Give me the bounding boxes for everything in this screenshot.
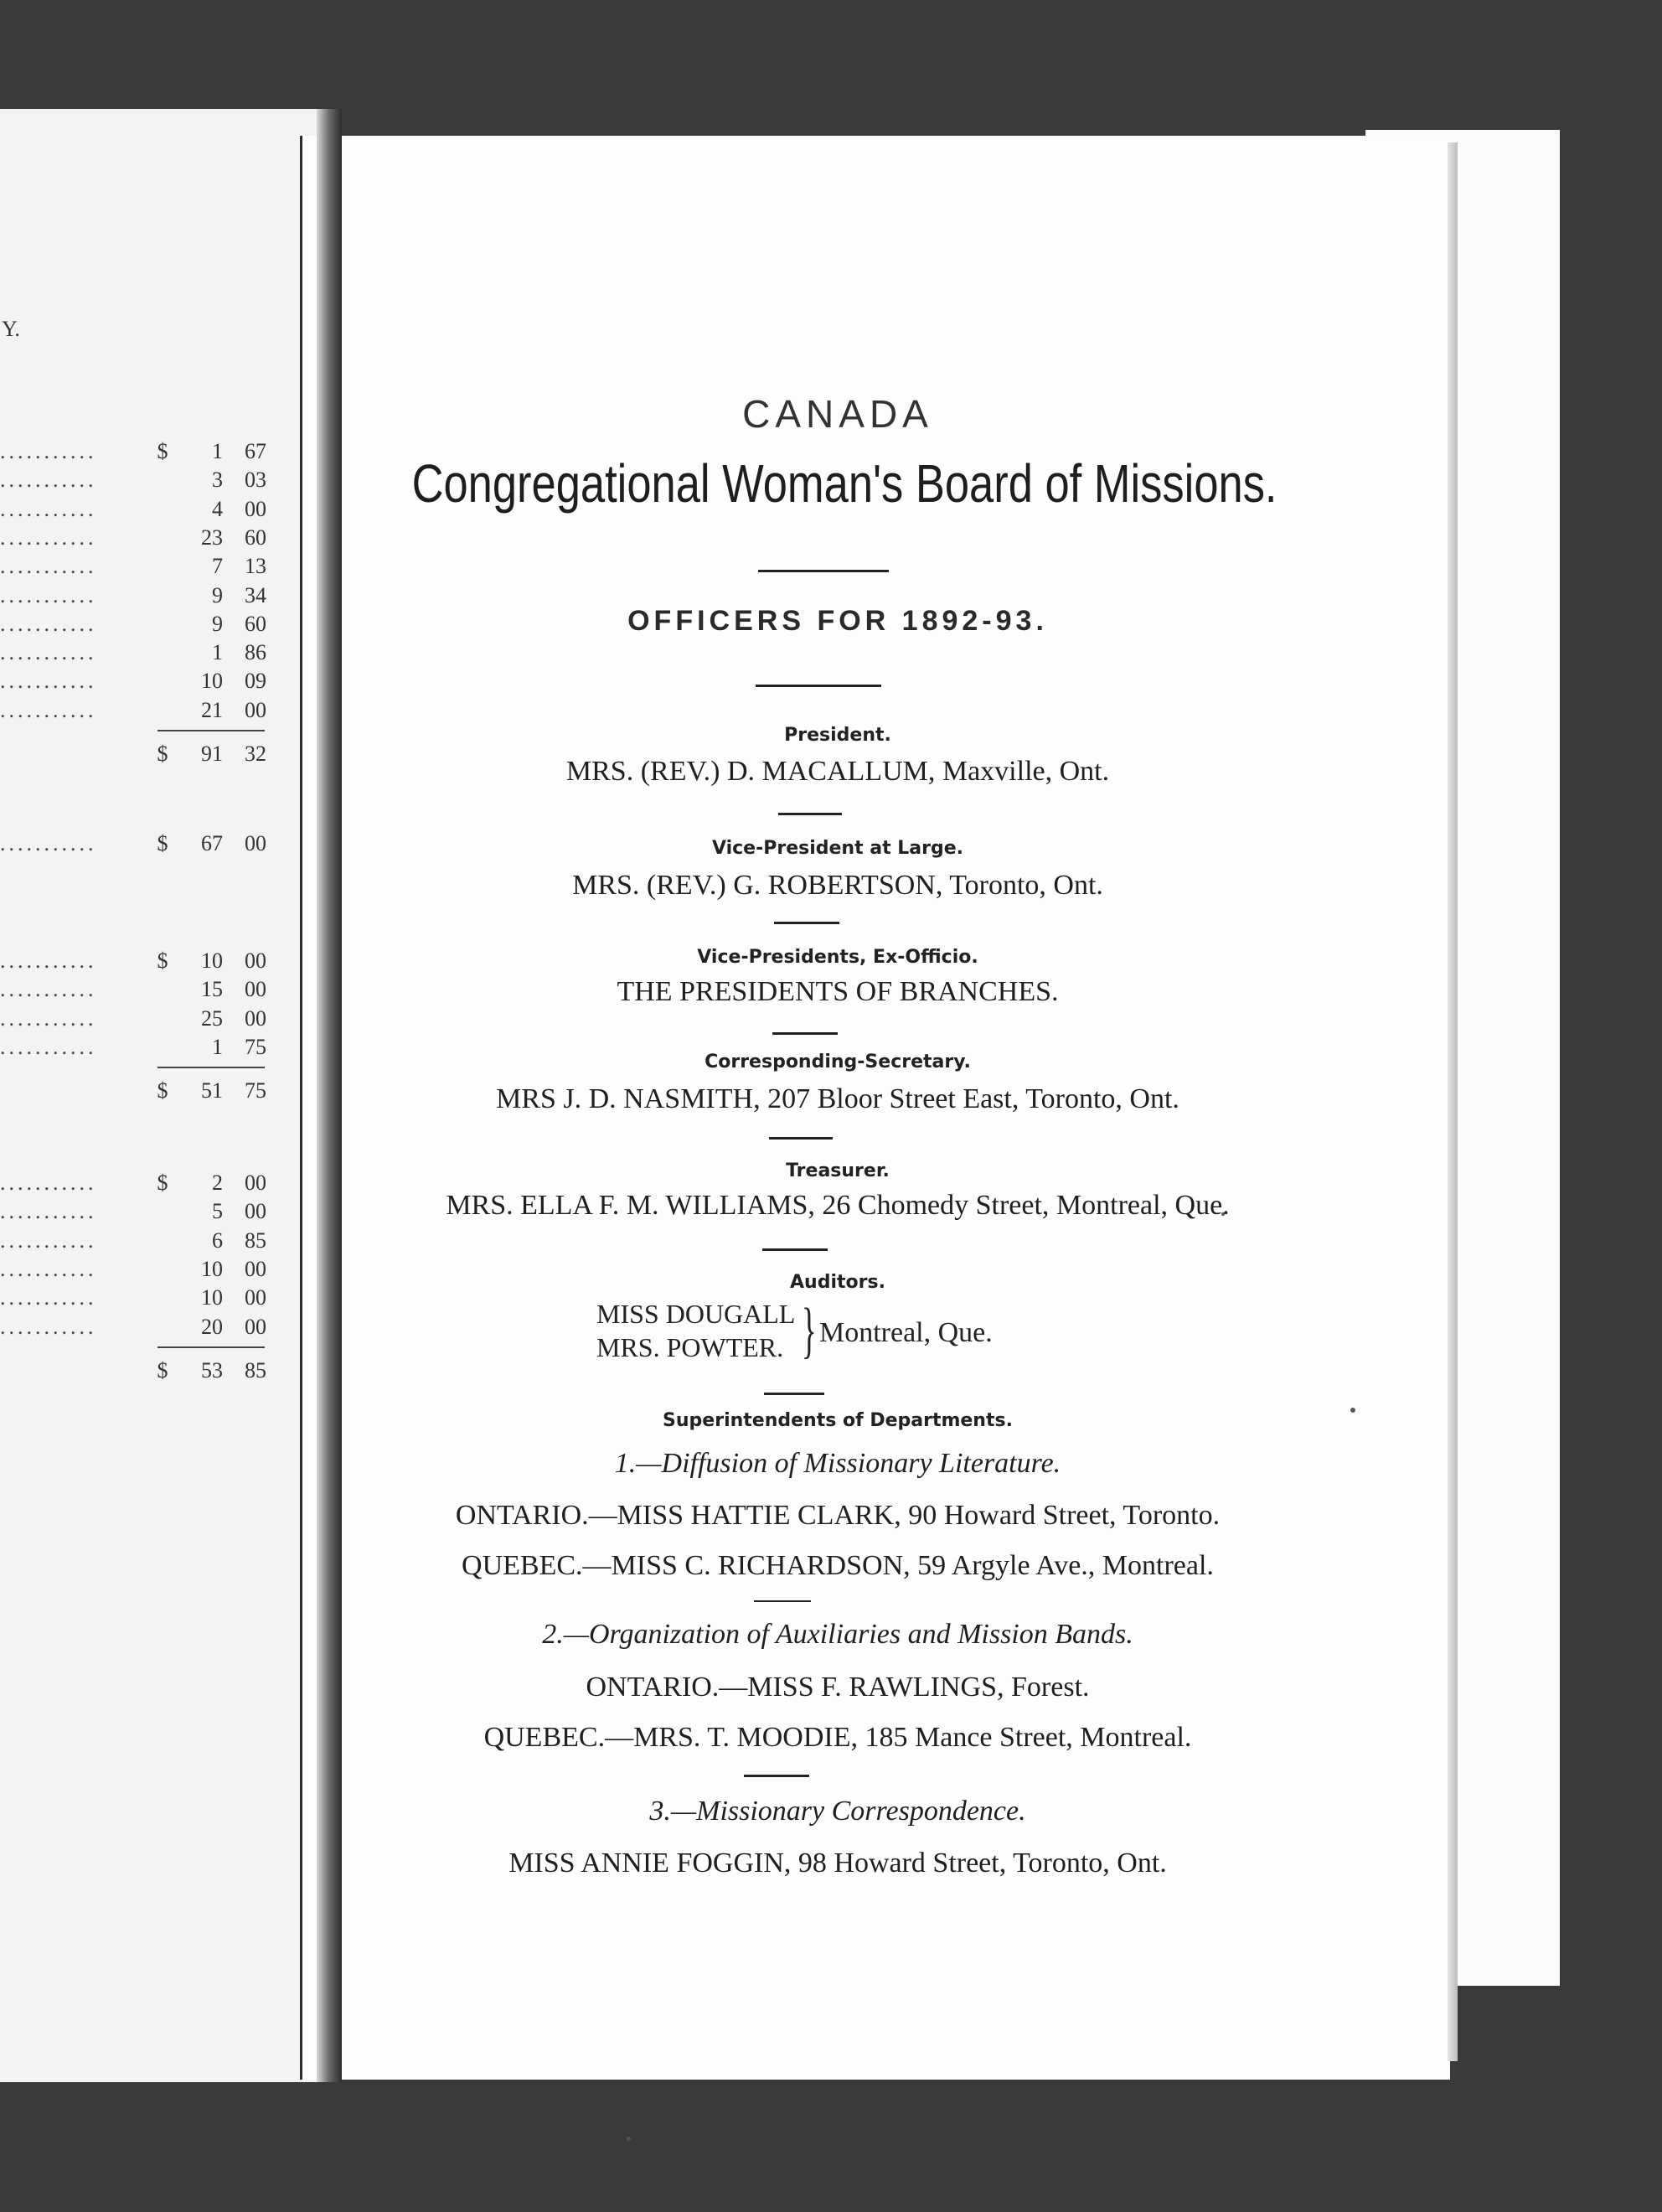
amount-dollars: 1 (212, 439, 223, 463)
ledger-row (0, 1033, 266, 1062)
sum-rule (157, 1346, 265, 1348)
ledger-row (0, 638, 266, 667)
auditor-name: MRS. POWTER. (596, 1332, 784, 1362)
ledger-dot-leader: ........... (0, 640, 97, 665)
auditor-name: MISS DOUGALL (596, 1299, 796, 1329)
vice-presidents-text: THE PRESIDENTS OF BRANCHES. (617, 976, 1059, 1007)
amount-cents: 00 (245, 697, 266, 722)
ledger-row (0, 696, 266, 725)
top-line: CANADA (742, 392, 933, 436)
ledger-row (0, 975, 266, 1004)
amount-cents: 34 (245, 582, 266, 607)
auditors-heading: Auditors. (790, 1272, 885, 1293)
ledger-dot-leader: ........... (0, 582, 97, 607)
amount-cents: 00 (245, 496, 266, 521)
ledger-row (0, 437, 266, 466)
ledger-dot-leader: ........... (0, 1005, 97, 1031)
ledger-dot-leader: ........... (0, 1285, 97, 1310)
ledger-row (0, 1313, 266, 1341)
ledger-row (0, 552, 266, 581)
ledger-dot-leader: ........... (0, 1314, 97, 1339)
amount-dollars: 10 (201, 669, 223, 694)
president-name: MRS. (REV.) D. MACALLUM, Maxville, Ont. (565, 756, 1110, 787)
ledger-row (0, 495, 266, 524)
department-line: ONTARIO.—MISS HATTIE CLARK, 90 Howard Street, Toronto. (455, 1500, 1221, 1531)
amount-dollars: 10 (201, 948, 223, 973)
corresponding-secretary-name: MRS J. D. NASMITH, 207 Bloor Street East, Toronto, Ont. (496, 1083, 1179, 1114)
ledger-row (0, 610, 266, 638)
ledger-row (0, 1005, 266, 1033)
amount-dollars: 9 (212, 582, 223, 607)
currency-sign: $ (157, 831, 168, 855)
amount-dollars: 7 (212, 554, 223, 579)
amount-cents: 00 (245, 1171, 266, 1195)
sum-rule (157, 730, 265, 731)
ledger-total-row (0, 740, 266, 768)
amount-dollars: 10 (201, 1285, 223, 1310)
department-line: MISS ANNIE FOGGIN, 98 Howard Street, Toronto, Ont. (508, 1848, 1167, 1879)
ledger-row (0, 1169, 266, 1197)
amount-dollars: 3 (212, 468, 223, 493)
vice-president-large-name: MRS. (REV.) G. ROBERTSON, Toronto, Ont. (572, 870, 1103, 901)
amount-dollars: 9 (212, 611, 223, 636)
amount-cents: 86 (245, 640, 266, 665)
treasurer-heading: Treasurer. (786, 1160, 890, 1181)
currency-sign: $ (157, 1078, 168, 1103)
divider (778, 813, 842, 815)
ledger-dot-leader: ........... (0, 439, 97, 463)
divider (772, 1032, 838, 1035)
currency-sign: $ (157, 742, 168, 766)
auditor-names (596, 1297, 795, 1364)
amount-cents: 85 (245, 1227, 266, 1253)
ledger-dot-leader: ........... (0, 1171, 97, 1195)
amount-cents: 60 (245, 611, 266, 636)
amount-dollars: 25 (201, 1005, 223, 1031)
divider (762, 1248, 828, 1251)
left-page-fragment: Y. (2, 317, 20, 341)
amount-cents: 00 (245, 1005, 266, 1031)
vice-presidents-heading: Vice-Presidents, Ex-Officio. (697, 947, 978, 968)
divider (769, 1137, 833, 1140)
ledger-row (0, 667, 266, 695)
ledger-total-row (0, 1357, 266, 1385)
currency-sign: $ (157, 948, 168, 973)
amount-dollars: 20 (201, 1314, 223, 1339)
amount-dollars: 5 (212, 1199, 223, 1224)
amount-cents: 09 (245, 669, 266, 694)
department-line: QUEBEC.—MRS. T. MOODIE, 185 Mance Street, Montreal. (483, 1722, 1192, 1753)
total-cents: 85 (245, 1357, 266, 1382)
amount-cents: 00 (245, 977, 266, 1002)
amount-dollars: 4 (212, 496, 223, 521)
superintendents-heading: Superintendents of Departments. (663, 1410, 1013, 1431)
page-title: Congregational Woman's Board of Missions. (411, 453, 1277, 514)
ledger-dot-leader: ........... (0, 468, 97, 493)
amount-dollars: 6 (212, 1227, 223, 1253)
ledger-dot-leader: ........... (0, 948, 97, 973)
ledger-row (0, 1255, 266, 1284)
amount-dollars: 1 (212, 1034, 223, 1059)
department-title: 3.—Missionary Correspondence. (649, 1796, 1026, 1827)
ledger-total-row (0, 1077, 266, 1105)
ledger-dot-leader: ........... (0, 611, 97, 636)
department-line: QUEBEC.—MISS C. RICHARDSON, 59 Argyle Ave., Montreal. (462, 1550, 1214, 1581)
ledger-dot-leader: ........... (0, 697, 97, 722)
amount-cents: 00 (245, 1256, 266, 1281)
divider (774, 922, 839, 924)
president-heading: President. (784, 725, 891, 746)
amount-cents: 67 (245, 439, 266, 463)
currency-sign: $ (157, 1171, 168, 1195)
amount-dollars: 15 (201, 977, 223, 1002)
ledger-row (0, 581, 266, 610)
amount-cents: 00 (245, 1314, 266, 1339)
amount-dollars: 10 (201, 1256, 223, 1281)
page-edge (1448, 142, 1458, 2061)
total-cents: 75 (245, 1078, 266, 1103)
vice-president-large-heading: Vice-President at Large. (711, 838, 964, 859)
sum-rule (157, 1067, 265, 1068)
amount-dollars: 1 (212, 640, 223, 665)
auditors-brace: } (801, 1296, 817, 1365)
divider (754, 1600, 811, 1602)
amount-cents: 00 (245, 831, 266, 855)
amount-dollars: 67 (201, 831, 223, 855)
ledger-dot-leader: ........... (0, 525, 97, 550)
ledger-row (0, 466, 266, 494)
amount-cents: 00 (245, 1199, 266, 1224)
auditors-city: Montreal, Que. (819, 1317, 993, 1348)
divider (764, 1393, 824, 1395)
officers-heading: OFFICERS FOR 1892-93. (627, 605, 1048, 637)
ledger-row (0, 947, 266, 975)
department-line: ONTARIO.—MISS F. RAWLINGS, Forest. (586, 1672, 1090, 1703)
divider (756, 685, 881, 687)
ledger-dot-leader: ........... (0, 1199, 97, 1224)
ledger-row (0, 830, 266, 858)
total-dollars: 53 (201, 1357, 223, 1382)
corresponding-secretary-heading: Corresponding-Secretary. (705, 1052, 971, 1072)
ledger-dot-leader: ........... (0, 1256, 97, 1281)
department-title: 1.—Diffusion of Missionary Literature. (614, 1448, 1061, 1479)
department-title: 2.—Organization of Auxiliaries and Mission Bands. (542, 1619, 1133, 1650)
ledger-dot-leader: ........... (0, 977, 97, 1002)
ledger-row (0, 1284, 266, 1312)
currency-sign: $ (157, 439, 168, 463)
ledger-row (0, 1227, 266, 1255)
total-dollars: 51 (201, 1078, 223, 1103)
amount-cents: 75 (245, 1034, 266, 1059)
ledger-dot-leader: ........... (0, 831, 97, 855)
ledger-dot-leader: ........... (0, 496, 97, 521)
total-dollars: 91 (201, 742, 223, 766)
amount-cents: 00 (245, 1285, 266, 1310)
amount-cents: 13 (245, 554, 266, 579)
amount-cents: 00 (245, 948, 266, 973)
amount-cents: 03 (245, 468, 266, 493)
amount-dollars: 23 (201, 525, 223, 550)
treasurer-name: MRS. ELLA F. M. WILLIAMS, 26 Chomedy Street, Montreal, Que. (446, 1190, 1230, 1221)
ledger-dot-leader: ........... (0, 1034, 97, 1059)
ledger-dot-leader: ........... (0, 554, 97, 579)
ledger-dot-leader: ........... (0, 1227, 97, 1253)
amount-cents: 60 (245, 525, 266, 550)
divider (758, 570, 889, 572)
amount-dollars: 2 (212, 1171, 223, 1195)
ledger-row (0, 524, 266, 552)
dust-speck (627, 2137, 631, 2141)
ledger-dot-leader: ........... (0, 669, 97, 694)
ledger-row (0, 1197, 266, 1226)
currency-sign: $ (157, 1357, 168, 1382)
total-cents: 32 (245, 742, 266, 766)
divider (744, 1775, 809, 1777)
amount-dollars: 21 (201, 697, 223, 722)
